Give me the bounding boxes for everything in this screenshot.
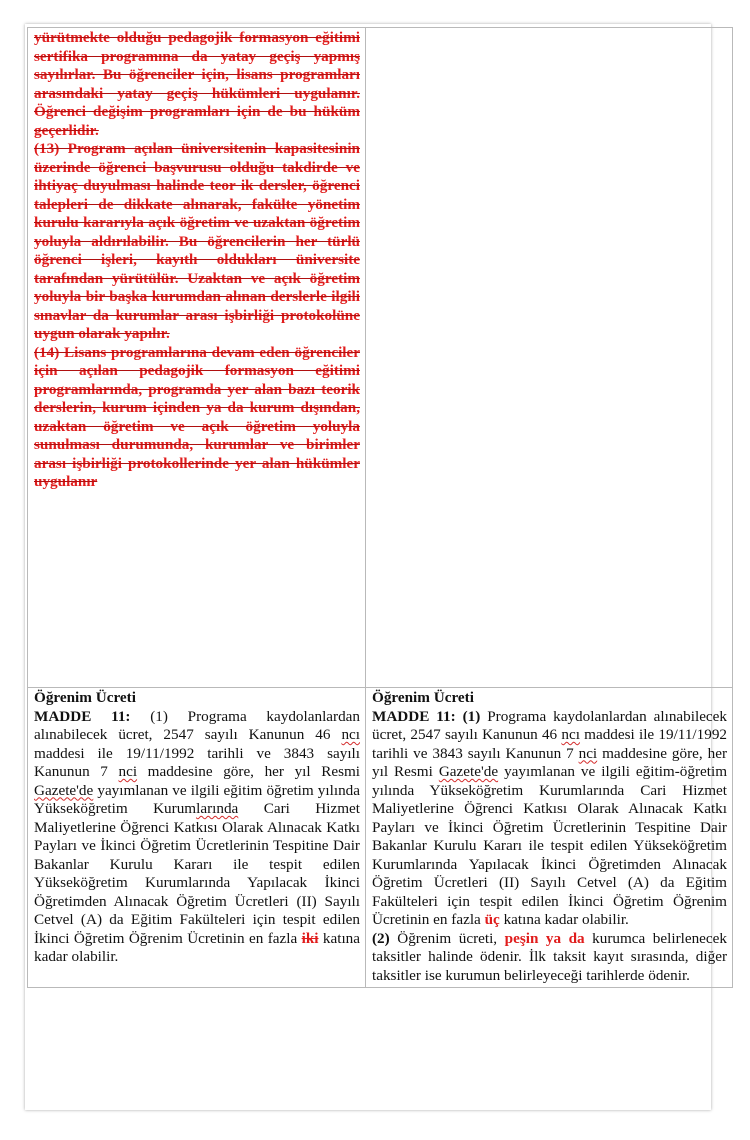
paragraph-2-label: (2) (372, 929, 390, 947)
left-article-body (34, 708, 360, 967)
right-article-body-1 (372, 708, 727, 930)
inserted-word-uc: üç (484, 911, 500, 928)
left-text-5: Cari Hizmet Maliyetlerine Öğrenci Katkısı Olarak Alınacak Katkı Payları ve İkinci Öğretim Ücretlerinin Tespitine Dair Bakanlar Kurulu Kararı ile tespit edilen Yükseköğretim Kurumlarında Yapılacak İkinci Öğretimden Alınacak Öğretim Ücretleri (II) Sayılı Cetvel (A) da Eğitim Fakülteleri için tespit edilen İkinci Öğretim Öğrenim Ücretinin en fazla (34, 800, 361, 947)
left-article-heading: Öğrenim Ücreti (34, 689, 136, 706)
right-p2-text-a: Öğrenim ücreti, (397, 929, 498, 947)
spellcheck-nci-1-right: ncı (561, 726, 580, 743)
spellcheck-gazete: Gazete'de (34, 781, 94, 799)
deleted-word-iki: iki (301, 929, 319, 947)
left-text-1: (1) Programa kaydolanlardan alınabilecek ücret, 2547 sayılı Kanunun 46 (34, 707, 361, 743)
left-text-6: katına kadar olabilir. (34, 929, 361, 965)
left-cell-madde-11[interactable] (28, 688, 366, 988)
spellcheck-larinda: larında (196, 800, 239, 817)
right-text-4: yayımlanan ve ilgili eğitim-öğretim yılında Yükseköğretim Kurumlarında Cari Hizmet Maliyetlerine Öğrenci Katkısı Olarak Alınacak Katkı Payları ve İkinci Öğretim Ücretlerinin Tespitine Dair Bakanlar Kurulu Kararı ile tespit edilen Yükseköğretim Kurumlarında Yapılacak İkinci Öğretimden Alınacak Öğretim Ücretleri (II) Sayılı Cetvel (A) da Eğitim Fakülteleri için tespit edilen İkinci Öğretim Öğrenim Ücretinin en fazla (372, 763, 728, 928)
table-row-deleted-provisions (28, 28, 733, 688)
spellcheck-nci-2-right: nci (578, 744, 598, 762)
deleted-paragraph-14: (14) Lisans programlarına devam eden öğrenciler için açılan pedagojik formasyon eğitimi programlarında, programda yer alan bazı teorik derslerin, kurum içinden ya da kurum dışından, uzaktan öğretim ve açık öğretim yoluyla sunulması durumunda, kurumlar ve birimler arası işbirliği protokollerinde yer alan hükümler uygulanır (34, 343, 360, 490)
right-p2-text-b: kurumca belirlenecek taksitler halinde ödenir. İlk taksit kayıt sırasında, diğer taksitler ise kurumun belirleyeceği tarihlerde ödenir. (372, 929, 728, 984)
spellcheck-nci-1: ncı (341, 726, 360, 743)
left-text-3: maddesine göre, her yıl Resmi (147, 763, 361, 780)
left-text-2: maddesi ile 19/11/1992 tarihli ve 3843 sayılı Kanunun 7 (34, 744, 360, 780)
left-text-4: yayımlanan ve ilgili eğitim öğretim yılında Yükseköğretim Kurum (34, 781, 360, 817)
inserted-phrase-pesin: peşin ya da (504, 929, 585, 947)
table-row-madde-11 (28, 688, 733, 988)
spellcheck-nci-2: nci (118, 763, 138, 780)
right-article-heading: Öğrenim Ücreti (372, 689, 474, 706)
right-cell-empty[interactable] (366, 28, 733, 688)
right-text-2: maddesi ile 19/11/1992 tarihli ve 3843 sayılı Kanunun 7 (372, 726, 728, 762)
right-article-body-2 (372, 930, 727, 986)
left-article-label: MADDE 11: (34, 707, 131, 725)
comparison-table (27, 27, 733, 988)
right-text-5: katına kadar olabilir. (503, 911, 629, 928)
right-text-3: maddesine göre, her yıl Resmi (372, 744, 727, 780)
right-text-1: Programa kaydolanlardan alınabilecek ücret, 2547 sayılı Kanunun 46 (372, 707, 728, 743)
right-cell-madde-11[interactable] (366, 688, 733, 988)
left-cell-deleted[interactable] (28, 28, 366, 688)
right-article-label: MADDE 11: (1) (372, 707, 481, 725)
deleted-paragraph-12: yürütmekte olduğu pedagojik formasyon eğitimi sertifika programına da yatay geçiş yapmış sayılırlar. Bu öğrenciler için, lisans programları arasındaki yatay geçiş hükümleri uygulanır. Öğrenci değişim programları için de bu hüküm geçerlidir. (34, 29, 360, 139)
deleted-paragraph-13: (13) Program açılan üniversitenin kapasitesinin üzerinde öğrenci başvurusu olduğu takdirde ve ihtiyaç duyulması halinde teor ik dersler, öğrenci talepleri de dikkate alınarak, fakülte yönetim kurulu kararıyla açık öğretim ve uzaktan öğretim yoluyla aldırılabilir. Bu öğrencilerin her türlü öğrenci işleri, kayıtlı oldukları üniversite tarafından yürütülür. Uzaktan ve açık öğretim yoluyla bir başka kurumdan alınan derslerle ilgili sınavlar da kurumlar arası işbirliği protokolüne uygun olarak yapılır. (34, 140, 360, 342)
spellcheck-gazete-right: Gazete'de (438, 763, 499, 780)
